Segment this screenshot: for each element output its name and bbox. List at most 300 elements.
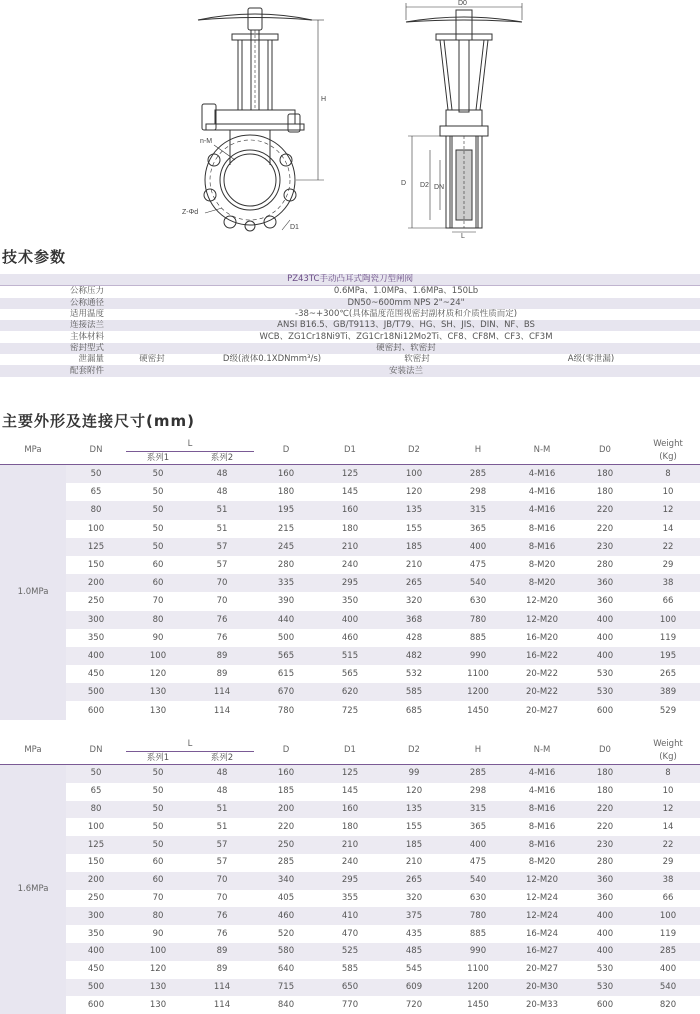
table-cell: 320 — [382, 890, 446, 908]
table-cell: 350 — [66, 629, 126, 647]
table-cell: 4-M16 — [510, 483, 574, 501]
table-cell: 60 — [126, 854, 190, 872]
table-cell: 119 — [636, 925, 700, 943]
table-cell: 130 — [126, 996, 190, 1014]
table-cell: 120 — [382, 783, 446, 801]
table-cell: 350 — [318, 592, 382, 610]
table-cell: 8-M16 — [510, 538, 574, 556]
table-cell: 230 — [574, 836, 636, 854]
table-cell: 400 — [574, 647, 636, 665]
table-cell: 51 — [190, 520, 254, 538]
table-row — [0, 783, 700, 801]
header-weight-2: (Kg) — [659, 452, 677, 462]
header-d2: D2 — [382, 437, 446, 465]
table-cell: 16-M27 — [510, 943, 574, 961]
table-cell: 210 — [318, 836, 382, 854]
table-cell: 155 — [382, 520, 446, 538]
table-row — [0, 647, 700, 665]
table-cell: 540 — [636, 979, 700, 997]
table-cell: 120 — [126, 961, 190, 979]
label-nm: n-M — [200, 138, 212, 145]
table-cell: 770 — [318, 996, 382, 1014]
table-cell: 210 — [318, 538, 382, 556]
table-cell: 60 — [126, 872, 190, 890]
table-cell: 180 — [574, 783, 636, 801]
table-cell: 22 — [636, 538, 700, 556]
header-d: D — [254, 737, 318, 765]
table-cell: 500 — [254, 629, 318, 647]
table-cell: 145 — [318, 483, 382, 501]
table-cell: 50 — [126, 801, 190, 819]
table-cell: 114 — [190, 701, 254, 719]
table-row — [0, 501, 700, 519]
table-cell: 20-M30 — [510, 979, 574, 997]
table-cell: 840 — [254, 996, 318, 1014]
table-cell: 16-M24 — [510, 925, 574, 943]
table-cell: 485 — [382, 943, 446, 961]
table-cell: 335 — [254, 574, 318, 592]
leak-hard: 硬密封 — [112, 354, 192, 365]
table-cell: 185 — [382, 538, 446, 556]
table-cell: 500 — [66, 979, 126, 997]
table-cell: 400 — [318, 611, 382, 629]
table-cell: 185 — [254, 783, 318, 801]
table-cell: 400 — [446, 836, 510, 854]
header-d0: D0 — [574, 437, 636, 465]
table-cell: 114 — [190, 979, 254, 997]
spec-label: 配套附件 — [0, 365, 112, 376]
spec-label: 公称通径 — [0, 298, 112, 309]
table-row — [0, 872, 700, 890]
table-cell: 12 — [636, 501, 700, 519]
table-cell: 630 — [446, 592, 510, 610]
table-cell: 200 — [66, 872, 126, 890]
table-cell: 12-M20 — [510, 872, 574, 890]
table-cell: 565 — [254, 647, 318, 665]
table-cell: 298 — [446, 783, 510, 801]
table-row — [0, 465, 700, 484]
table-cell: 16-M20 — [510, 629, 574, 647]
table-cell: 76 — [190, 925, 254, 943]
valve-bore — [220, 150, 280, 210]
table-row — [0, 961, 700, 979]
table-cell: 50 — [66, 465, 126, 484]
table-cell: 100 — [66, 818, 126, 836]
table-cell: 22 — [636, 836, 700, 854]
table-cell: 89 — [190, 647, 254, 665]
table-cell: 4-M16 — [510, 501, 574, 519]
table-row — [0, 592, 700, 610]
table-cell: 50 — [126, 483, 190, 501]
table-row — [0, 943, 700, 961]
dims-body-1 — [0, 465, 700, 720]
valve-drawing — [0, 0, 700, 240]
label-zphi: Z-Φd — [182, 209, 198, 216]
header-l: L — [126, 737, 254, 752]
table-cell: 389 — [636, 683, 700, 701]
table-cell: 125 — [318, 465, 382, 484]
table-cell: 630 — [446, 890, 510, 908]
table-row — [0, 611, 700, 629]
header-dn: DN — [66, 437, 126, 465]
table-cell: 285 — [636, 943, 700, 961]
table-cell: 482 — [382, 647, 446, 665]
table-cell: 245 — [254, 538, 318, 556]
table-cell: 640 — [254, 961, 318, 979]
table-cell: 48 — [190, 465, 254, 484]
table-cell: 400 — [574, 925, 636, 943]
table-cell: 90 — [126, 925, 190, 943]
spec-value: DN50~600mm NPS 2"~24" — [112, 298, 700, 309]
table-row — [0, 765, 700, 783]
tech-title: 技术参数 — [2, 246, 66, 267]
table-cell: 1100 — [446, 961, 510, 979]
table-cell: 780 — [446, 907, 510, 925]
table-cell: 365 — [446, 520, 510, 538]
table-cell: 609 — [382, 979, 446, 997]
table-cell: 200 — [66, 574, 126, 592]
table-cell: 298 — [446, 483, 510, 501]
table-cell: 220 — [574, 818, 636, 836]
table-cell: 8-M20 — [510, 854, 574, 872]
table-cell: 360 — [574, 592, 636, 610]
table-cell: 14 — [636, 818, 700, 836]
table-cell: 390 — [254, 592, 318, 610]
table-cell: 400 — [66, 647, 126, 665]
spec-label: 连接法兰 — [0, 320, 112, 331]
table-cell: 210 — [382, 854, 446, 872]
table-cell: 114 — [190, 996, 254, 1014]
spec-value: -38~+300℃(具体温度范围视密封副材质和介质性质而定) — [112, 309, 700, 320]
table-cell: 10 — [636, 783, 700, 801]
table-cell: 160 — [318, 501, 382, 519]
table-cell: 89 — [190, 665, 254, 683]
header-mpa: MPa — [0, 737, 66, 765]
table-cell: 4-M16 — [510, 783, 574, 801]
table-cell: 580 — [254, 943, 318, 961]
table-cell: 410 — [318, 907, 382, 925]
table-cell: 820 — [636, 996, 700, 1014]
table-cell: 50 — [66, 765, 126, 783]
table-cell: 70 — [190, 890, 254, 908]
table-cell: 250 — [66, 890, 126, 908]
header-weight-1: Weight — [653, 439, 683, 449]
table-cell: 180 — [318, 520, 382, 538]
table-cell: 57 — [190, 854, 254, 872]
table-cell: 540 — [446, 872, 510, 890]
table-cell: 160 — [254, 765, 318, 783]
table-cell: 48 — [190, 783, 254, 801]
table-cell: 1450 — [446, 996, 510, 1014]
table-cell: 14 — [636, 520, 700, 538]
leak-soft: 软密封 — [352, 354, 482, 365]
spec-value: 0.6MPa、1.0MPa、1.6MPa、150Lb — [112, 286, 700, 298]
handwheel-hub — [248, 8, 262, 30]
table-cell: 50 — [126, 765, 190, 783]
table-cell: 450 — [66, 665, 126, 683]
table-cell: 135 — [382, 801, 446, 819]
table-cell: 135 — [382, 501, 446, 519]
table-cell: 435 — [382, 925, 446, 943]
table-row — [0, 836, 700, 854]
table-cell: 475 — [446, 556, 510, 574]
table-cell: 100 — [126, 647, 190, 665]
table-cell: 20-M22 — [510, 683, 574, 701]
table-cell: 38 — [636, 574, 700, 592]
table-cell: 8-M16 — [510, 801, 574, 819]
spec-label: 公称压力 — [0, 286, 112, 298]
table-cell: 365 — [446, 818, 510, 836]
bonnet-front — [215, 110, 295, 124]
dims-title: 主要外形及连接尺寸(mm) — [2, 410, 195, 431]
spec-value: 硬密封、软密封 — [112, 343, 700, 354]
table-cell: 100 — [636, 907, 700, 925]
label-d0: D0 — [458, 0, 467, 7]
header-l: L — [126, 437, 254, 452]
table-cell: 65 — [66, 483, 126, 501]
table-cell: 4-M16 — [510, 465, 574, 484]
table-cell: 670 — [254, 683, 318, 701]
table-cell: 500 — [66, 683, 126, 701]
table-cell: 315 — [446, 801, 510, 819]
table-row — [0, 683, 700, 701]
table-cell: 375 — [382, 907, 446, 925]
table-cell: 50 — [126, 836, 190, 854]
spec-value: 安装法兰 — [112, 365, 700, 376]
table-cell: 600 — [574, 996, 636, 1014]
header-series2: 系列2 — [190, 452, 254, 465]
table-cell: 130 — [126, 979, 190, 997]
table-row — [0, 801, 700, 819]
table-cell: 76 — [190, 629, 254, 647]
table-cell: 530 — [574, 665, 636, 683]
table-cell: 990 — [446, 943, 510, 961]
label-dn: DN — [434, 184, 444, 191]
table-cell: 180 — [254, 483, 318, 501]
table-row — [0, 925, 700, 943]
table-cell: 119 — [636, 629, 700, 647]
table-cell: 470 — [318, 925, 382, 943]
table-cell: 240 — [318, 556, 382, 574]
table-cell: 220 — [574, 520, 636, 538]
header-series1: 系列1 — [126, 452, 190, 465]
table-cell: 285 — [446, 765, 510, 783]
table-cell: 725 — [318, 701, 382, 719]
spec-label: 泄漏量 — [0, 354, 112, 365]
table-cell: 355 — [318, 890, 382, 908]
table-cell: 70 — [190, 592, 254, 610]
table-cell: 100 — [126, 943, 190, 961]
spec-label: 主体材料 — [0, 331, 112, 342]
header-mpa: MPa — [0, 437, 66, 465]
table-cell: 50 — [126, 783, 190, 801]
table-cell: 57 — [190, 836, 254, 854]
table-cell: 120 — [126, 665, 190, 683]
table-cell: 285 — [254, 854, 318, 872]
table-cell: 990 — [446, 647, 510, 665]
table-cell: 70 — [126, 890, 190, 908]
table-cell: 405 — [254, 890, 318, 908]
table-cell: 20-M27 — [510, 961, 574, 979]
header-h: H — [446, 437, 510, 465]
dims-table-2 — [0, 737, 700, 1014]
table-cell: 685 — [382, 701, 446, 719]
dims-table-1 — [0, 437, 700, 720]
table-row — [0, 520, 700, 538]
table-cell: 450 — [66, 961, 126, 979]
spec-model: PZ43TC手动凸耳式陶瓷刀型闸阀 — [0, 274, 700, 286]
table-cell: 400 — [66, 943, 126, 961]
table-cell: 99 — [382, 765, 446, 783]
header-weight — [636, 437, 700, 465]
table-cell: 51 — [190, 818, 254, 836]
header-d1: D1 — [318, 437, 382, 465]
table-cell: 440 — [254, 611, 318, 629]
table-cell: 20-M27 — [510, 701, 574, 719]
table-row — [0, 629, 700, 647]
table-cell: 51 — [190, 801, 254, 819]
table-cell: 125 — [318, 765, 382, 783]
table-cell: 12 — [636, 801, 700, 819]
table-row — [0, 538, 700, 556]
table-cell: 360 — [574, 872, 636, 890]
table-cell: 180 — [574, 465, 636, 484]
table-cell: 51 — [190, 501, 254, 519]
table-cell: 230 — [574, 538, 636, 556]
table-row — [0, 979, 700, 997]
table-cell: 720 — [382, 996, 446, 1014]
table-cell: 530 — [574, 683, 636, 701]
pressure-cell: 1.6MPa — [0, 765, 66, 1014]
table-cell: 120 — [382, 483, 446, 501]
table-cell: 545 — [382, 961, 446, 979]
table-cell: 12-M24 — [510, 890, 574, 908]
table-cell: 600 — [66, 996, 126, 1014]
table-cell: 80 — [66, 801, 126, 819]
table-cell: 38 — [636, 872, 700, 890]
header-series1: 系列1 — [126, 752, 190, 765]
table-cell: 1200 — [446, 979, 510, 997]
table-cell: 10 — [636, 483, 700, 501]
table-cell: 250 — [66, 592, 126, 610]
table-cell: 525 — [318, 943, 382, 961]
table-cell: 50 — [126, 501, 190, 519]
table-cell: 780 — [254, 701, 318, 719]
table-cell: 1200 — [446, 683, 510, 701]
table-cell: 400 — [446, 538, 510, 556]
table-cell: 715 — [254, 979, 318, 997]
table-cell: 540 — [446, 574, 510, 592]
spec-label: 适用温度 — [0, 309, 112, 320]
table-cell: 265 — [636, 665, 700, 683]
table-cell: 210 — [382, 556, 446, 574]
pressure-cell: 1.0MPa — [0, 465, 66, 720]
table-cell: 160 — [254, 465, 318, 484]
table-cell: 428 — [382, 629, 446, 647]
table-cell: 80 — [126, 611, 190, 629]
table-cell: 220 — [574, 801, 636, 819]
header-nm: N-M — [510, 437, 574, 465]
table-cell: 90 — [126, 629, 190, 647]
table-cell: 12-M20 — [510, 611, 574, 629]
table-cell: 180 — [574, 765, 636, 783]
table-cell: 532 — [382, 665, 446, 683]
table-cell: 8-M20 — [510, 556, 574, 574]
table-cell: 89 — [190, 943, 254, 961]
table-cell: 280 — [254, 556, 318, 574]
table-cell: 295 — [318, 574, 382, 592]
spec-value: WCB、ZG1Cr18Ni9Ti、ZG1Cr18Ni12Mo2Ti、CF8、CF8M、CF3、CF3M — [112, 331, 700, 342]
table-cell: 100 — [636, 611, 700, 629]
table-row — [0, 907, 700, 925]
table-cell: 368 — [382, 611, 446, 629]
table-cell: 529 — [636, 701, 700, 719]
label-h: H — [321, 96, 326, 103]
table-cell: 8-M16 — [510, 520, 574, 538]
table-cell: 530 — [574, 979, 636, 997]
table-cell: 360 — [574, 574, 636, 592]
table-cell: 60 — [126, 556, 190, 574]
header-nm: N-M — [510, 737, 574, 765]
table-cell: 70 — [190, 574, 254, 592]
table-cell: 1100 — [446, 665, 510, 683]
table-cell: 145 — [318, 783, 382, 801]
table-cell: 315 — [446, 501, 510, 519]
table-row — [0, 701, 700, 719]
table-cell: 215 — [254, 520, 318, 538]
table-cell: 530 — [574, 961, 636, 979]
table-cell: 185 — [382, 836, 446, 854]
valve-drawing-svg — [0, 0, 700, 240]
table-cell: 300 — [66, 907, 126, 925]
table-cell: 160 — [318, 801, 382, 819]
table-cell: 180 — [318, 818, 382, 836]
table-cell: 585 — [318, 961, 382, 979]
table-cell: 200 — [254, 801, 318, 819]
table-cell: 615 — [254, 665, 318, 683]
table-row — [0, 556, 700, 574]
table-cell: 100 — [382, 465, 446, 484]
table-cell: 220 — [254, 818, 318, 836]
table-cell: 57 — [190, 538, 254, 556]
label-d1: D1 — [290, 224, 299, 231]
table-cell: 400 — [574, 907, 636, 925]
table-cell: 57 — [190, 556, 254, 574]
table-cell: 65 — [66, 783, 126, 801]
table-cell: 29 — [636, 854, 700, 872]
table-cell: 300 — [66, 611, 126, 629]
table-row — [0, 665, 700, 683]
table-cell: 265 — [382, 872, 446, 890]
table-cell: 50 — [126, 520, 190, 538]
table-cell: 220 — [574, 501, 636, 519]
table-cell: 240 — [318, 854, 382, 872]
table-cell: 320 — [382, 592, 446, 610]
table-cell: 280 — [574, 556, 636, 574]
table-cell: 130 — [126, 701, 190, 719]
header-dn: DN — [66, 737, 126, 765]
table-cell: 20-M22 — [510, 665, 574, 683]
table-cell: 80 — [126, 907, 190, 925]
table-cell: 515 — [318, 647, 382, 665]
leak-soft-value: A级(零泄漏) — [482, 354, 700, 365]
table-cell: 114 — [190, 683, 254, 701]
table-cell: 520 — [254, 925, 318, 943]
leak-hard-value: D级(液体0.1XDNmm³/s) — [192, 354, 352, 365]
table-cell: 400 — [636, 961, 700, 979]
table-cell: 400 — [574, 611, 636, 629]
label-d2: D2 — [420, 182, 429, 189]
